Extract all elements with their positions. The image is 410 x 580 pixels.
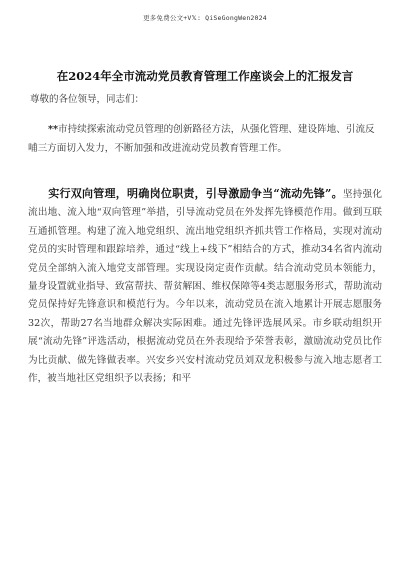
salutation: 尊敬的各位领导，同志们： [30, 94, 145, 105]
section-heading: 实行双向管理，明确岗位职责，引导激励争当“流动先锋”。 [48, 187, 343, 200]
section-paragraph [28, 185, 382, 388]
section-body: 坚持强化流出地、流入地“双向管理”举措，引导流动党员在外发挥先锋模范作用。做到互联互通抓管理。构建了流入地党组织、流出地党组织齐抓共管工作格局，实现对流动党员的实时管理和跟踪培养，通过“线上+线下”相结合的方式，推动34名省内流动党员全部纳入流入地党支部管理。实现设岗定责作贡献。结合流动党员本领能力，量身设置就业指导、致富帮扶、帮贫解困、维权保障等4类志愿服务形式，帮助流动党员保持好先锋意识和模范行为。今年以来，流动党员在流入地累计开展志愿服务32次，帮助27名当地群众解决实际困难。通过先锋评选展风采。市乡联动组织开展“流动先锋”评选活动，根据流动党员在外表现给予荣誉表彰，激励流动党员比作为比贡献、做先锋做表率。兴安乡兴安村流动党员刘双龙积极参与流入地志愿者工作，被当地社区党组织予以表扬；和平 [28, 189, 383, 385]
intro-paragraph [28, 121, 382, 158]
document-title: 在2024年全市流动党员教育管理工作座谈会上的汇报发言 [56, 69, 354, 83]
intro-text: 市持续探索流动党员管理的创新路径方法，从强化管理、建设阵地、引流反哺三方面切入发力，不断加强和改进流动党员教育管理工作。 [28, 124, 375, 154]
page-header: 更多免费公文+V𝕏: QiSeGongWen2024 [143, 14, 267, 22]
redacted-name: ** [48, 124, 59, 135]
